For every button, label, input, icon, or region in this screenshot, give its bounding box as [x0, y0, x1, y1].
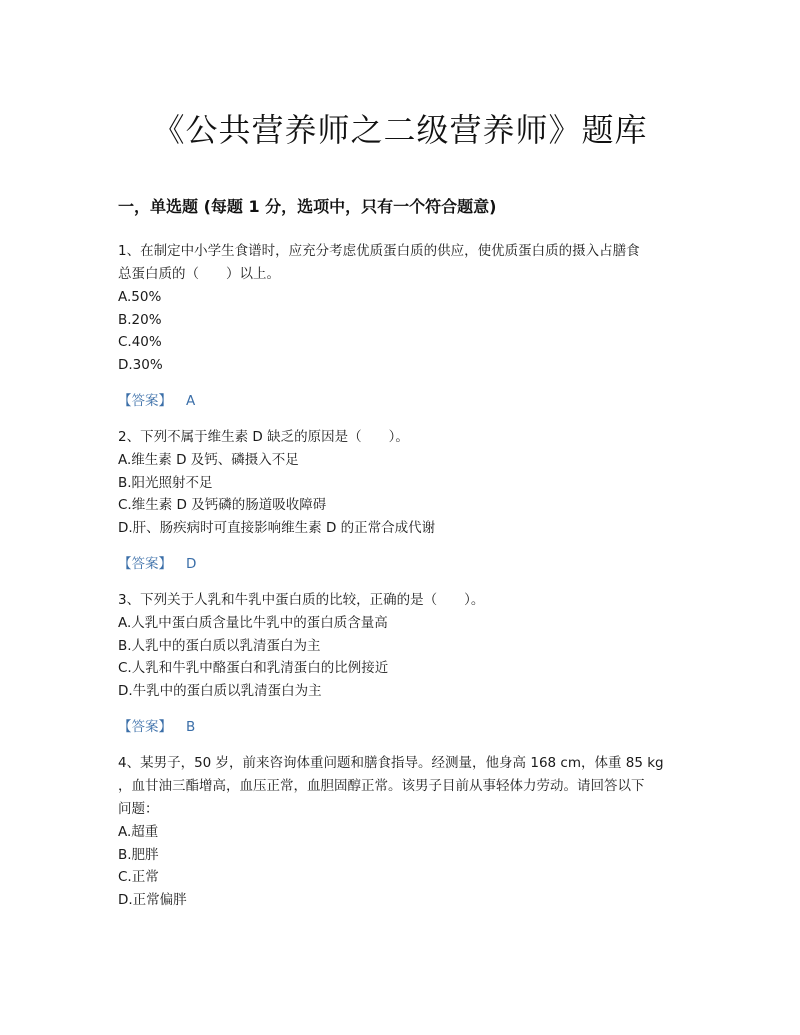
answer-label: 【答案】 [118, 393, 172, 409]
answer-option: D.正常偏胖 [118, 891, 187, 908]
answer-option: B.肥胖 [118, 846, 159, 863]
question-stem-line: 4、某男子，50 岁，前来咨询体重问题和膳食指导。经测量，他身高 168 cm，体重 85 kg [118, 755, 664, 771]
answer-option: A.50% [118, 289, 162, 305]
answer-option: C.人乳和牛乳中酪蛋白和乳清蛋白的比例接近 [118, 660, 389, 676]
question-4 [118, 752, 683, 925]
question-stem-line: 总蛋白质的（ ）以上。 [118, 266, 280, 282]
answer-option: A.人乳中蛋白质含量比牛乳中的蛋白质含量高 [118, 615, 388, 631]
answer-option: D.肝、肠疾病时可直接影响维生素 D 的正常合成代谢 [118, 519, 436, 536]
answer-value: B [186, 719, 196, 735]
answer-option: B.20% [118, 311, 162, 328]
question-2 [118, 426, 683, 575]
answer-option: A.维生素 D 及钙、磷摄入不足 [118, 452, 299, 468]
question-stem-line: 2、下列不属于维生素 D 缺乏的原因是（ ）。 [118, 429, 409, 445]
question-stem-line: 3、下列关于人乳和牛乳中蛋白质的比较，正确的是（ ）。 [118, 592, 485, 608]
answer-option: C.40% [118, 334, 162, 350]
answer-key [118, 716, 683, 738]
question-3 [118, 589, 683, 738]
question-stem-line: ，血甘油三酯增高，血压正常，血胆固醇正常。该男子目前从事轻体力劳动。请回答以下 [118, 778, 645, 794]
answer-value: A [186, 393, 196, 409]
answer-option: A.超重 [118, 824, 159, 840]
answer-label: 【答案】 [118, 719, 172, 735]
question-list [118, 240, 683, 925]
document-title: 《公共营养师之二级营养师》题库 [152, 111, 648, 149]
answer-option: D.牛乳中的蛋白质以乳清蛋白为主 [118, 682, 322, 699]
answer-option: B.阳光照射不足 [118, 474, 213, 491]
answer-key [118, 553, 683, 575]
answer-option: D.30% [118, 356, 163, 373]
answer-option: B.人乳中的蛋白质以乳清蛋白为主 [118, 637, 321, 654]
answer-option: C.维生素 D 及钙磷的肠道吸收障碍 [118, 497, 327, 513]
answer-value: D [186, 556, 197, 572]
answer-option: C.正常 [118, 869, 159, 885]
answer-key [118, 390, 683, 412]
section-heading: 一，单选题 (每题 1 分，选项中，只有一个符合题意) [118, 197, 497, 216]
question-1 [118, 240, 683, 412]
question-stem-line: 问题： [118, 801, 159, 817]
answer-label: 【答案】 [118, 556, 172, 572]
question-stem-line: 1、在制定中小学生食谱时，应充分考虑优质蛋白质的供应，使优质蛋白质的摄入占膳食 [118, 243, 640, 259]
